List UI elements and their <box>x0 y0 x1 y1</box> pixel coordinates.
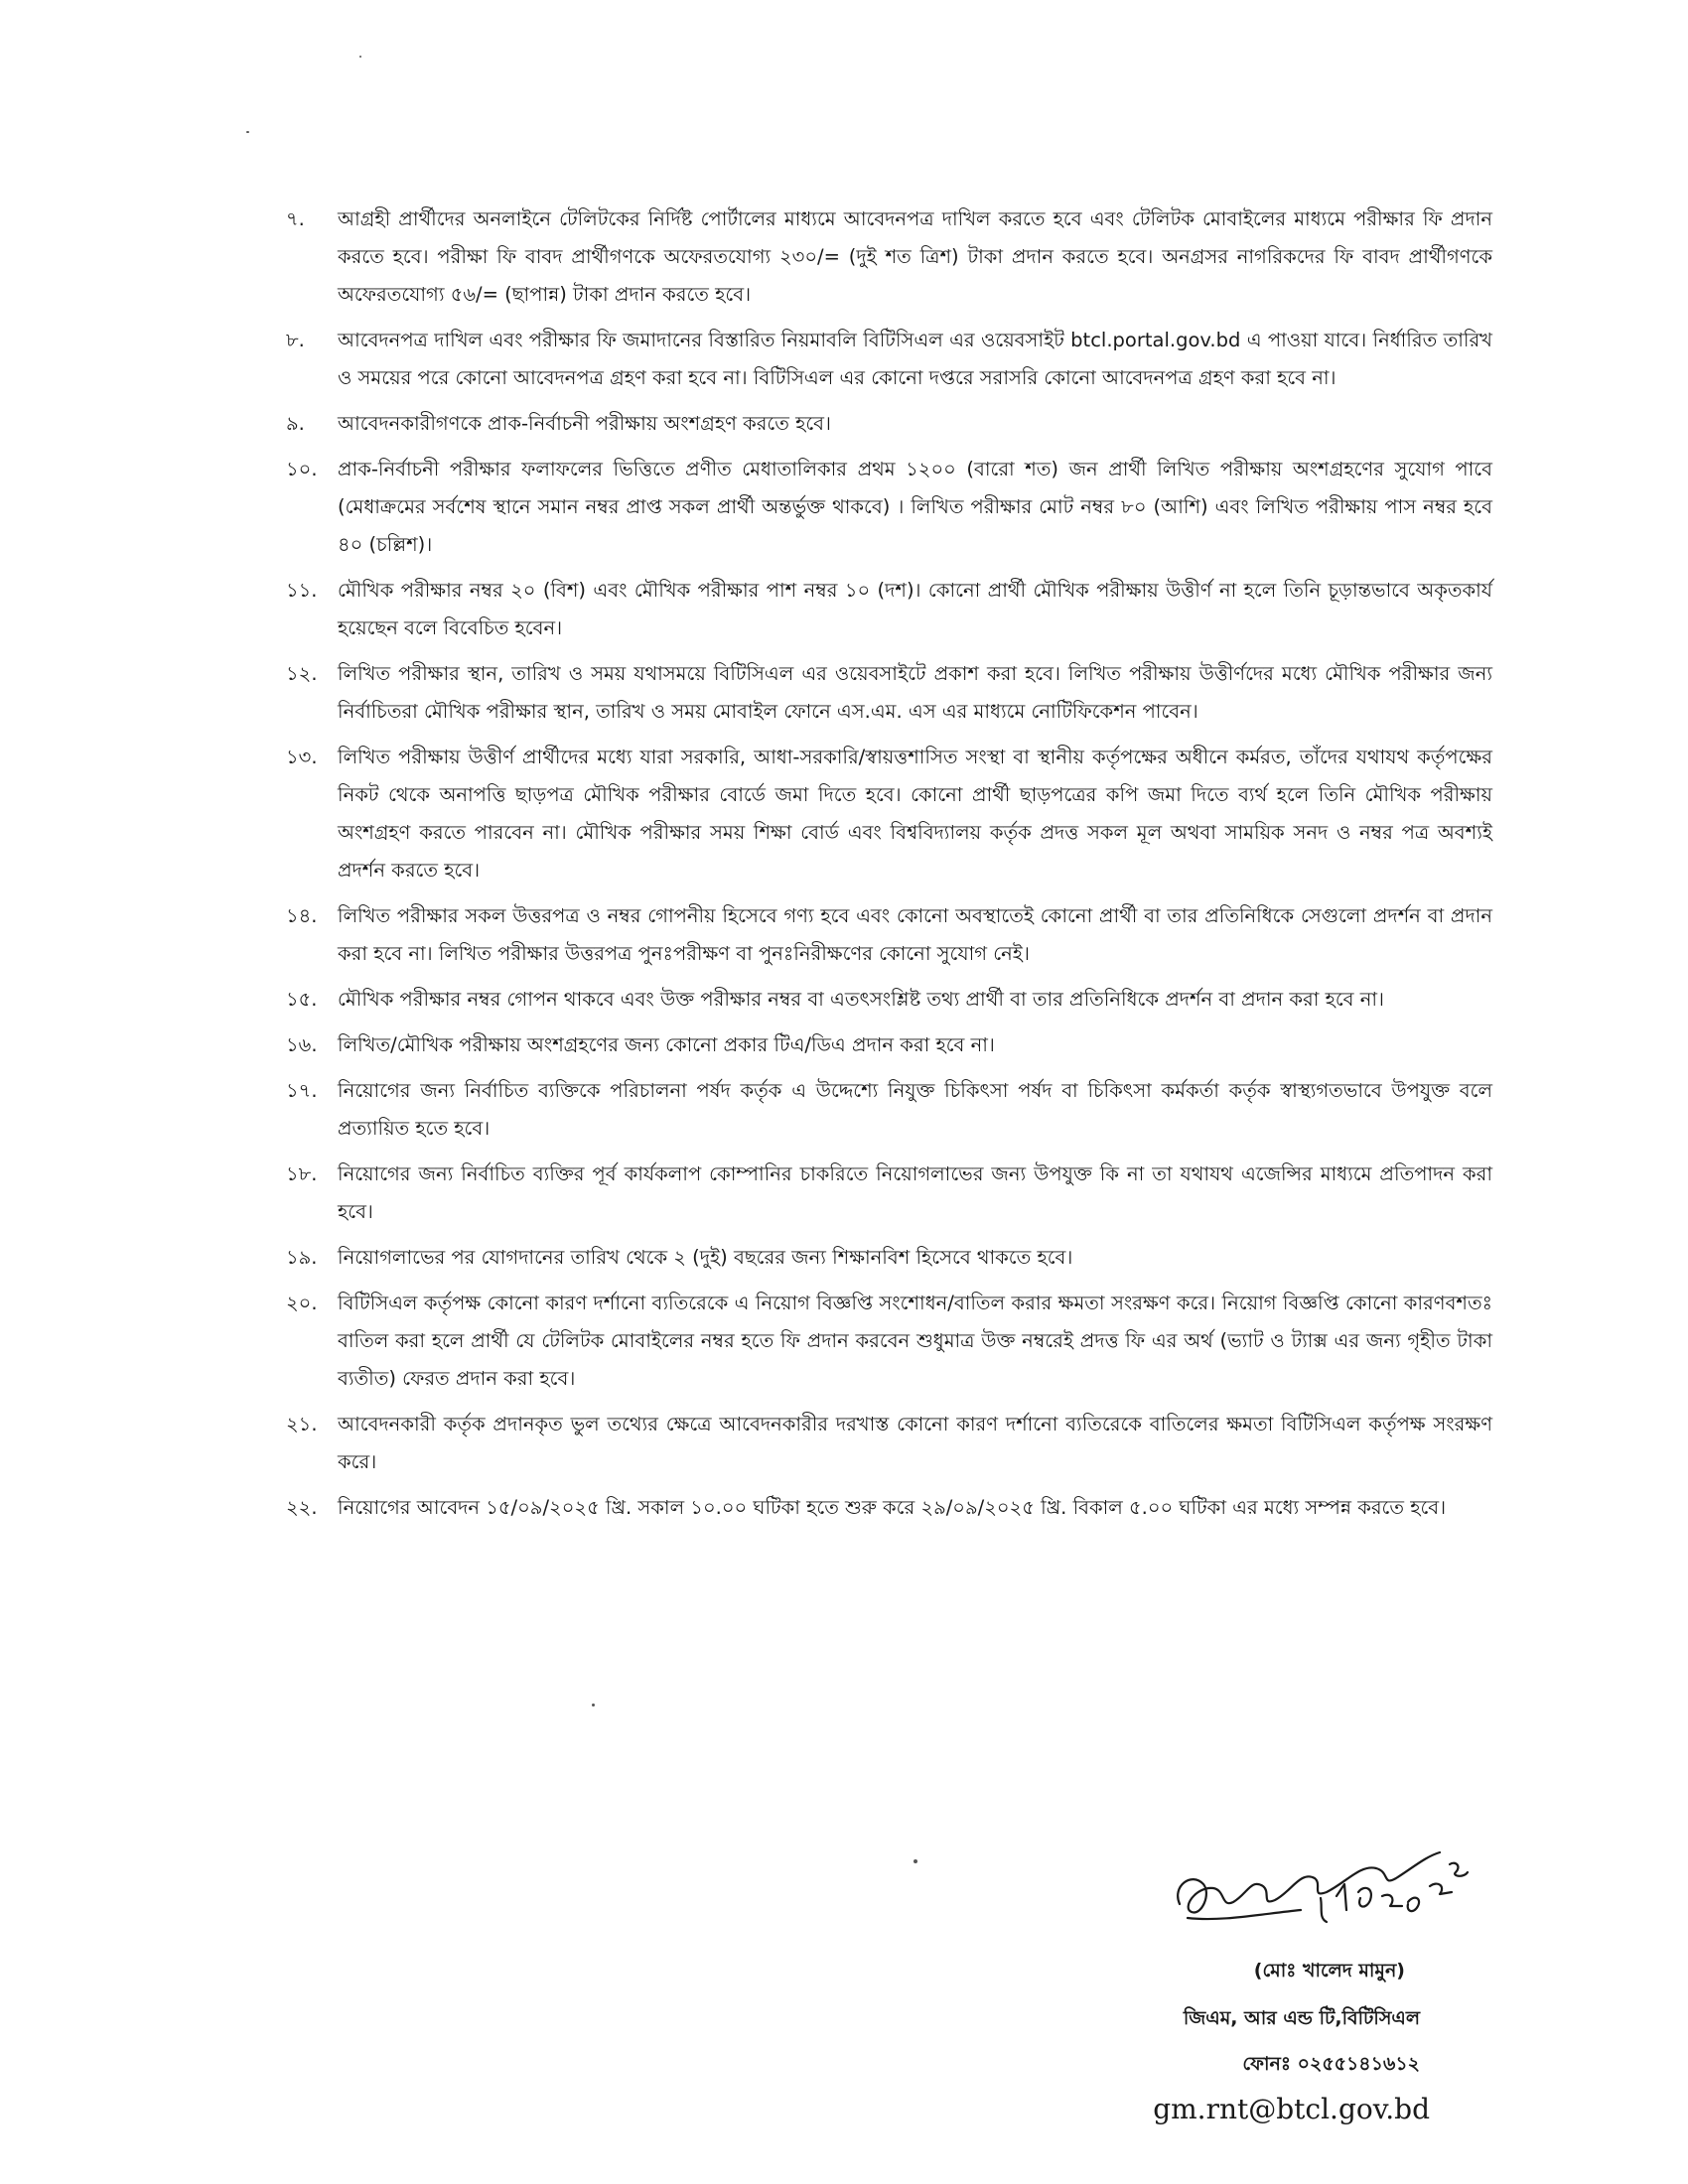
clause-text: লিখিত পরীক্ষায় উত্তীর্ণ প্রার্থীদের মধ্যে যারা সরকারি, আধা-সরকারি/স্বায়ত্তশাসিত সংস্থা বা স্থানীয় কর্তৃপক্ষের অধীনে কর্মরত, তাঁদের যথাযথ কর্তৃপক্ষের নিকট থেকে অনাপত্তি ছাড়পত্র মৌখিক পরীক্ষার বোর্ডে জমা দিতে হবে। কোনো প্রার্থী ছাড়পত্রের কপি জমা দিতে ব্যর্থ হলে তিনি মৌখিক পরীক্ষায় অংশগ্রহণ করতে পারবেন না। মৌখিক পরীক্ষার সময় শিক্ষা বোর্ড এবং বিশ্ববিদ্যালয় কর্তৃক প্রদত্ত সকল মূল অথবা সাময়িক সনদ ও নম্বর পত্র অবশ্যই প্রদর্শন করতে হবে। <box>338 746 1492 882</box>
signatory-phone: ফোনঃ ০২৫৫১৪১৬১২ <box>1242 2053 1420 2075</box>
clause-18 <box>286 1156 1492 1231</box>
clause-14 <box>286 897 1492 973</box>
clause-text: আগ্রহী প্রার্থীদের অনলাইনে টেলিটকের নির্দিষ্ট পোর্টালের মাধ্যমে আবেদনপত্র দাখিল করতে হবে এবং টেলিটক মোবাইলের মাধ্যমে পরীক্ষার ফি প্রদান করতে হবে। পরীক্ষা ফি বাবদ প্রার্থীগণকে অফেরতযোগ্য ২৩০/= (দুই শত ত্রিশ) টাকা প্রদান করতে হবে। অনগ্রসর নাগরিকদের ফি বাবদ প্রার্থীগণকে অফেরতযোগ্য ৫৬/= (ছাপান্ন) টাকা প্রদান করতে হবে। <box>338 207 1492 306</box>
clause-16 <box>286 1026 1492 1064</box>
clause-number: ১৩. <box>286 746 318 768</box>
clause-number: ১৭. <box>286 1079 318 1102</box>
clause-number: ১২. <box>286 662 318 685</box>
clause-text: নিয়োগের জন্য নির্বাচিত ব্যক্তিকে পরিচালনা পর্ষদ কর্তৃক এ উদ্দেশ্যে নিযুক্ত চিকিৎসা পর্ষদ বা চিকিৎসা কর্মকর্তা কর্তৃক স্বাস্থ্যগতভাবে উপযুক্ত বলে প্রত্যায়িত হতে হবে। <box>338 1079 1492 1140</box>
signatory-name: (মোঃ খালেদ মামুন) <box>1253 1960 1405 1981</box>
clause-text: বিটিসিএল কর্তৃপক্ষ কোনো কারণ দর্শানো ব্যতিরেকে এ নিয়োগ বিজ্ঞপ্তি সংশোধন/বাতিল করার ক্ষমতা সংরক্ষণ করে। নিয়োগ বিজ্ঞপ্তি কোনো কারণবশতঃ বাতিল করা হলে প্রার্থী যে টেলিটক মোবাইলের নম্বর হতে ফি প্রদান করবেন শুধুমাত্র উক্ত নম্বরেই প্রদত্ত ফি এর অর্থ (ভ্যাট ও ট্যাক্স এর জন্য গৃহীত টাকা ব্যতীত) ফেরত প্রদান করা হবে। <box>338 1292 1492 1390</box>
clause-number: ১৪. <box>286 904 318 927</box>
clause-text: মৌখিক পরীক্ষার নম্বর ২০ (বিশ) এবং মৌখিক পরীক্ষার পাশ নম্বর ১০ (দশ)। কোনো প্রার্থী মৌখিক পরীক্ষায় উত্তীর্ণ না হলে তিনি চূড়ান্তভাবে অকৃতকার্য হয়েছেন বলে বিবেচিত হবেন। <box>338 579 1492 639</box>
clause-number: ১০. <box>286 458 318 480</box>
clause-number: ১৫. <box>286 988 318 1011</box>
clause-text: আবেদনকারীগণকে প্রাক-নির্বাচনী পরীক্ষায় অংশগ্রহণ করতে হবে। <box>338 412 832 435</box>
clause-number: ২২. <box>286 1496 318 1519</box>
clause-number: ২০. <box>286 1292 318 1314</box>
clause-number: ২১. <box>286 1413 318 1435</box>
scan-speck <box>592 1704 595 1706</box>
signature-block <box>1152 1827 1489 2154</box>
clause-number: ১৬. <box>286 1033 318 1056</box>
scan-speck <box>914 1859 917 1863</box>
clause-number: ৯. <box>286 412 305 435</box>
signatory-designation: জিএম, আর এন্ড টি,বিটিসিএল <box>1183 2007 1420 2029</box>
clause-number: ১৮. <box>286 1162 318 1185</box>
clause-21 <box>286 1406 1492 1481</box>
clause-7 <box>286 201 1492 314</box>
clause-number: ৮. <box>286 329 305 351</box>
signatory-email: gm.rnt@btcl.gov.bd <box>1153 2093 1430 2125</box>
clause-19 <box>286 1239 1492 1277</box>
clause-22 <box>286 1489 1492 1527</box>
clause-text: আবেদনকারী কর্তৃক প্রদানকৃত ভুল তথ্যের ক্ষেত্রে আবেদনকারীর দরখাস্ত কোনো কারণ দর্শানো ব্যতিরেকে বাতিলের ক্ষমতা বিটিসিএল কর্তৃপক্ষ সংরক্ষণ করে। <box>338 1413 1492 1473</box>
clause-10 <box>286 451 1492 564</box>
clause-20 <box>286 1285 1492 1398</box>
clause-text: নিয়োগের জন্য নির্বাচিত ব্যক্তির পূর্ব কার্যকলাপ কোম্পানির চাকরিতে নিয়োগলাভের জন্য উপযুক্ত কি না তা যথাযথ এজেন্সির মাধ্যমে প্রতিপাদন করা হবে। <box>338 1162 1492 1223</box>
clause-8 <box>286 322 1492 397</box>
clause-number: ১১. <box>286 579 318 602</box>
clause-list <box>286 201 1492 1535</box>
clause-text: লিখিত/মৌখিক পরীক্ষায় অংশগ্রহণের জন্য কোনো প্রকার টিএ/ডিএ প্রদান করা হবে না। <box>338 1033 995 1056</box>
clause-text: প্রাক-নির্বাচনী পরীক্ষার ফলাফলের ভিত্তিতে প্রণীত মেধাতালিকার প্রথম ১২০০ (বারো শত) জন প্রার্থী লিখিত পরীক্ষায় অংশগ্রহণের সুযোগ পাবে (মেধাক্রমের সর্বশেষ স্থানে সমান নম্বর প্রাপ্ত সকল প্রার্থী অন্তর্ভুক্ত থাকবে) । লিখিত পরীক্ষার মোট নম্বর ৮০ (আশি) এবং লিখিত পরীক্ষায় পাস নম্বর হবে ৪০ (চল্লিশ)। <box>338 458 1492 556</box>
clause-13 <box>286 739 1492 889</box>
clause-11 <box>286 572 1492 647</box>
clause-9 <box>286 405 1492 443</box>
clause-text: লিখিত পরীক্ষার স্থান, তারিখ ও সময় যথাসময়ে বিটিসিএল এর ওয়েবসাইটে প্রকাশ করা হবে। লিখিত পরীক্ষায় উত্তীর্ণদের মধ্যে মৌখিক পরীক্ষার জন্য নির্বাচিতরা মৌখিক পরীক্ষার স্থান, তারিখ ও সময় মোবাইল ফোনে এস.এম. এস এর মাধ্যমে নোটিফিকেশন পাবেন। <box>338 662 1492 723</box>
clause-text: লিখিত পরীক্ষার সকল উত্তরপত্র ও নম্বর গোপনীয় হিসেবে গণ্য হবে এবং কোনো অবস্থাতেই কোনো প্রার্থী বা তার প্রতিনিধিকে সেগুলো প্রদর্শন বা প্রদান করা হবে না। লিখিত পরীক্ষার উত্তরপত্র পুনঃপরীক্ষণ বা পুনঃনিরীক্ষণের কোনো সুযোগ নেই। <box>338 904 1492 965</box>
scan-speck <box>359 56 361 58</box>
clause-17 <box>286 1072 1492 1148</box>
scan-speck <box>246 131 249 133</box>
clause-number: ১৯. <box>286 1246 318 1269</box>
clause-15 <box>286 981 1492 1019</box>
clause-text: নিয়োগলাভের পর যোগদানের তারিখ থেকে ২ (দুই) বছরের জন্য শিক্ষানবিশ হিসেবে থাকতে হবে। <box>338 1246 1073 1269</box>
handwritten-signature <box>1152 1827 1489 1946</box>
clause-number: ৭. <box>286 207 305 230</box>
clause-text: নিয়োগের আবেদন ১৫/০৯/২০২৫ খ্রি. সকাল ১০.০০ ঘটিকা হতে শুরু করে ২৯/০৯/২০২৫ খ্রি. বিকাল ৫.০০ ঘটিকা এর মধ্যে সম্পন্ন করতে হবে। <box>338 1496 1447 1519</box>
clause-text: আবেদনপত্র দাখিল এবং পরীক্ষার ফি জমাদানের বিস্তারিত নিয়মাবলি বিটিসিএল এর ওয়েবসাইট btcl.portal.gov.bd এ পাওয়া যাবে। নির্ধারিত তারিখ ও সময়ের পরে কোনো আবেদনপত্র গ্রহণ করা হবে না। বিটিসিএল এর কোনো দপ্তরে সরাসরি কোনো আবেদনপত্র গ্রহণ করা হবে না। <box>338 329 1492 389</box>
clause-12 <box>286 655 1492 731</box>
clause-text: মৌখিক পরীক্ষার নম্বর গোপন থাকবে এবং উক্ত পরীক্ষার নম্বর বা এতৎসংশ্লিষ্ট তথ্য প্রার্থী বা তার প্রতিনিধিকে প্রদর্শন বা প্রদান করা হবে না। <box>338 988 1385 1011</box>
